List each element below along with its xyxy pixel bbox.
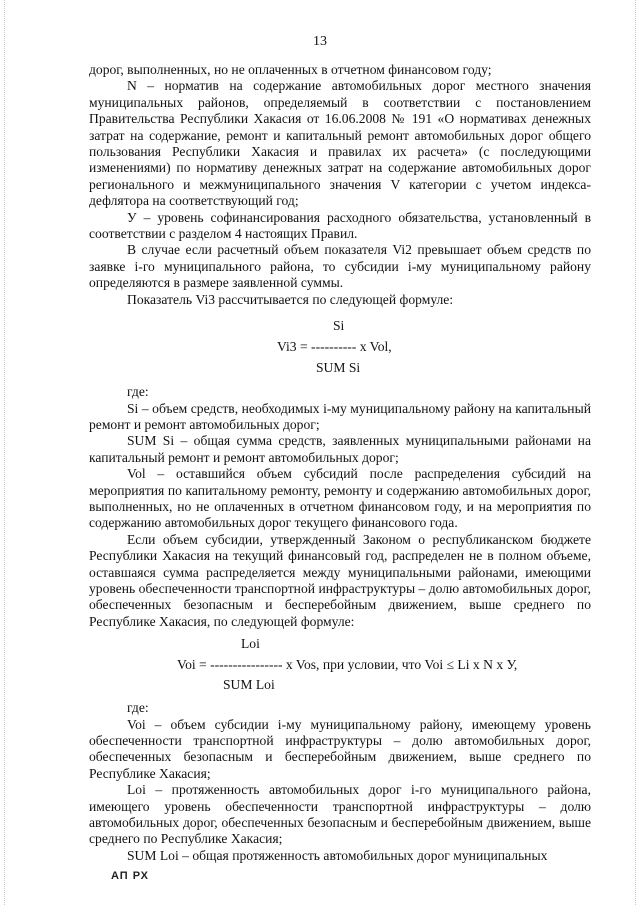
document-body [89,62,591,864]
paragraph: Si – объем средств, необходимых i-му муниципальному району на капитальный ремонт и ремонт автомобильных дорог; [89,400,591,432]
formula-denominator: SUM Si [316,360,361,376]
footer-mark: АП РХ [111,870,150,882]
paragraph: SUM Si – общая сумма средств, заявленных муниципальными районами на капитальный ремонт и ремонт автомобильных дорог; [89,433,591,465]
paragraph: где: [127,384,149,400]
formula-vi3 [89,318,591,382]
paragraph: дорог, выполненных, но не оплаченных в отчетном финансовом году; [89,62,492,77]
page-edge-right [635,0,636,905]
formula-numerator: Loi [241,636,260,652]
paragraph: SUM Loi – общая протяженность автомобильных дорог муниципальных [127,847,548,863]
formula-line: Vi3 = ---------- x Vol, [277,339,392,355]
formula-denominator: SUM Loi [223,677,275,693]
paragraph: N – норматив на содержание автомобильных дорог местного значения муниципальных районов, определяемый в соответствии с постановлением Правительства Республики Хакасия от 16.06.2008 № 191 «О нормативах денежных затрат на содержание, ремонт и капитальный ремонт автомобильных дорог общего пользования Республики Хакасия и правилах их расчета» (с последующими изменениями) по нормативу денежных затрат на содержание автомобильных дорог регионального и межмуниципального значения V категории с учетом индекса-дефлятора на соответствующий год; [89,78,591,209]
paragraph: Vol – оставшийся объем субсидий после распределения субсидий на мероприятия по капитальному ремонту, ремонту и содержанию автомобильных дорог, выполненных, но не оплаченных в отчетном финансовом году, и на мероприятия по содержанию автомобильных дорог текущего финансового года. [89,466,591,531]
page-number: 13 [313,34,327,49]
formula-line: Voi = ---------------- x Vos, при условии, что Voi ≤ Li x N x У, [177,657,518,673]
paragraph: Voi – объем субсидии i-му муниципальному району, имеющему уровень обеспеченности транспортной инфраструктуры – долю автомобильных дорог, обеспеченных безопасным и бесперебойным движением, выше среднего по Республике Хакасия; [89,716,591,781]
paragraph: У – уровень софинансирования расходного обязательства, установленный в соответствии с разделом 4 настоящих Правил. [89,209,591,242]
paragraph: Loi – протяженность автомобильных дорог i-го муниципального района, имеющего уровень обеспеченности транспортной инфраструктуры – долю автомобильных дорог, обеспеченных безопасным и бесперебойным движением, выше среднего по Республике Хакасия; [89,782,591,847]
formula-voi [89,636,591,698]
page-edge-left [4,0,5,905]
paragraph: где: [127,700,149,716]
paragraph: Если объем субсидии, утвержденный Законом о республиканском бюджете Республики Хакасия на текущий финансовый год, распределен не в полном объеме, оставшаяся сумма распределяется между муниципальными районами, имеющими уровень обеспеченности транспортной инфраструктуры – долю автомобильных дорог, обеспеченных безопасным и бесперебойным движением, выше среднего по Республике Хакасия, по следующей формуле: [89,531,591,629]
formula-numerator: Si [333,318,345,334]
paragraph: В случае если расчетный объем показателя Vi2 превышает объем средств по заявке i-го муниципального района, то субсидии i-му муниципальному району определяются в размере заявленной суммы. [89,242,591,291]
paragraph: Показатель Vi3 рассчитывается по следующей формуле: [127,291,454,307]
